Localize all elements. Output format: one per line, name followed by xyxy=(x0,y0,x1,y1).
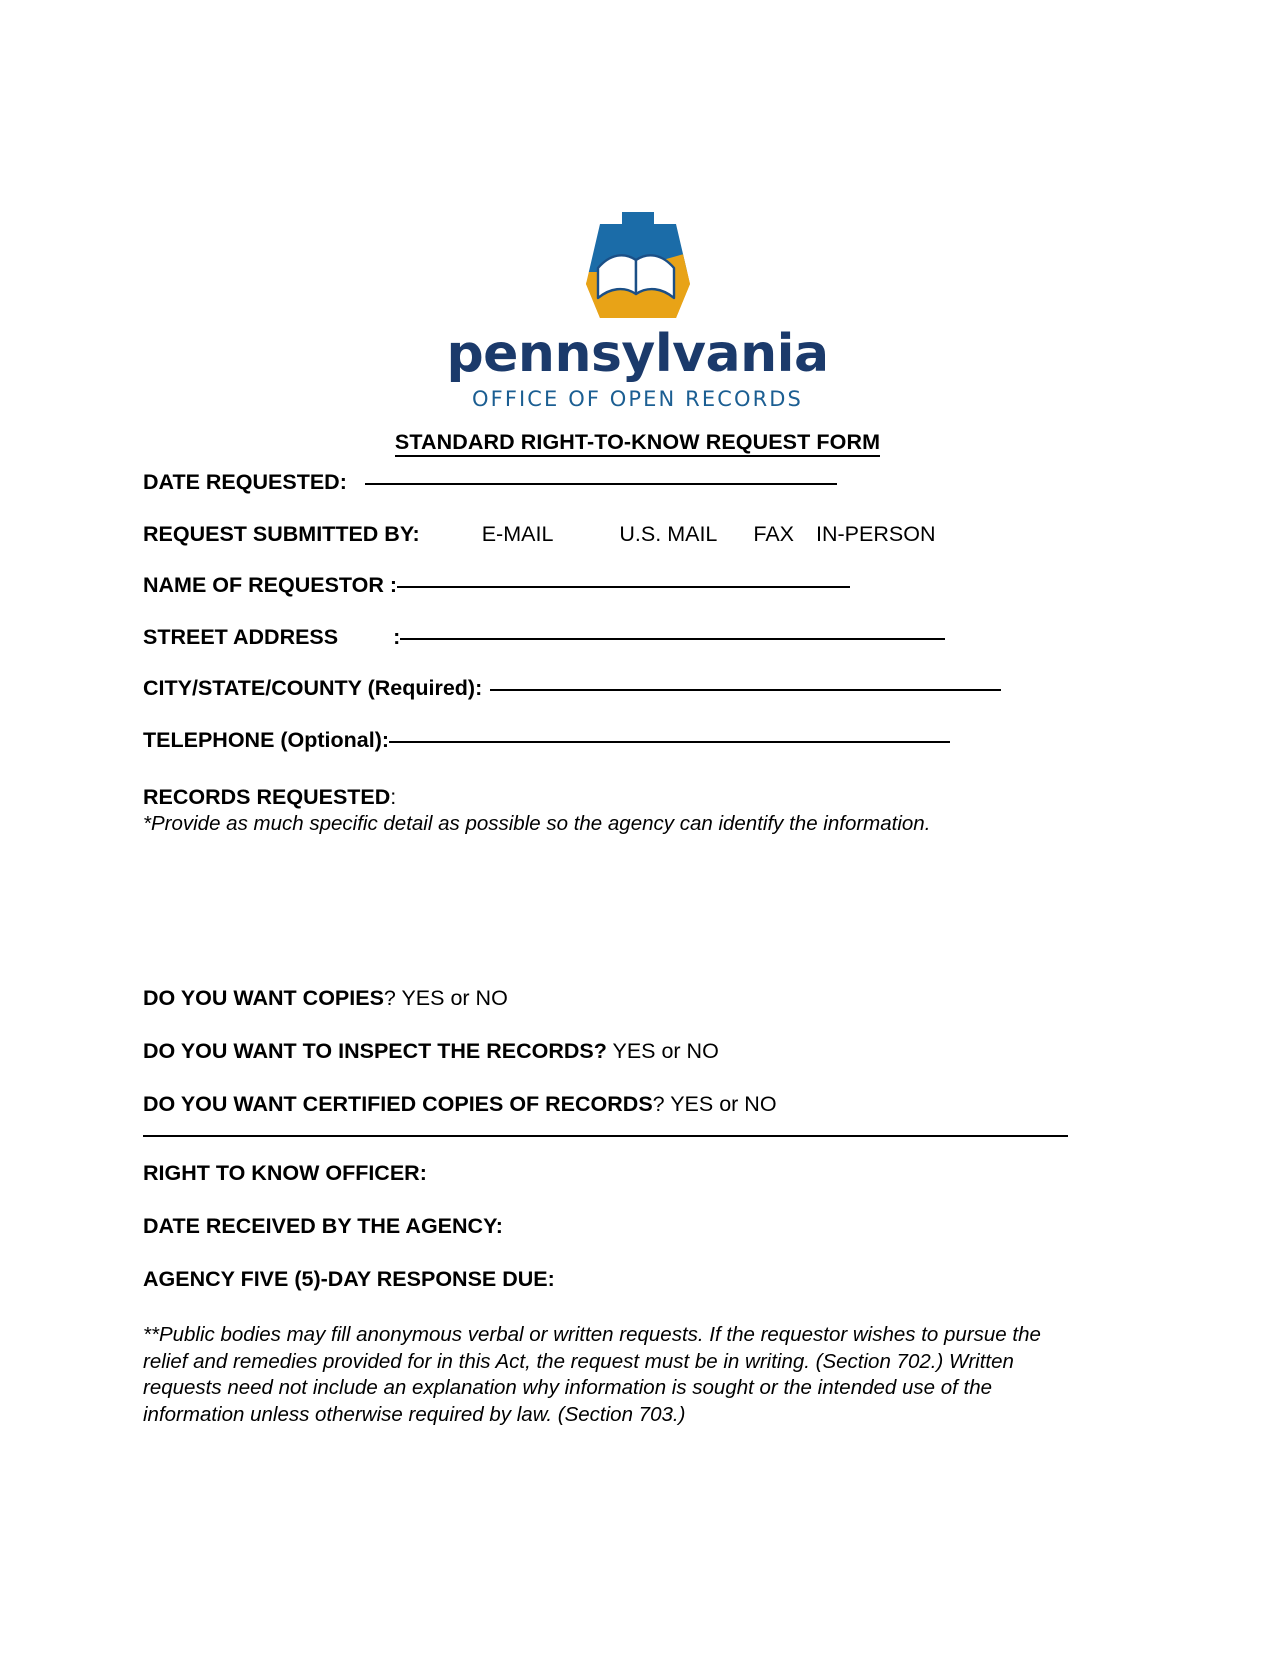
form-body xyxy=(143,472,1068,1429)
date-requested-label: DATE REQUESTED: xyxy=(143,470,347,494)
records-requested-label: RECORDS REQUESTED xyxy=(143,785,391,809)
field-city-state-county xyxy=(143,678,1068,700)
question-inspect xyxy=(143,1039,1068,1064)
submitted-by-label: REQUEST SUBMITTED BY: xyxy=(143,521,420,546)
records-requested-block xyxy=(143,785,1068,836)
street-address-colon: : xyxy=(393,624,401,649)
street-address-input-line[interactable] xyxy=(400,638,945,640)
records-requested-heading xyxy=(143,785,1068,810)
page-title-text: STANDARD RIGHT-TO-KNOW REQUEST FORM xyxy=(395,430,880,457)
city-state-county-input-line[interactable] xyxy=(490,689,1001,691)
field-street-address xyxy=(143,624,1068,649)
street-address-label: STREET ADDRESS xyxy=(143,624,339,649)
question-certified-copies-label: DO YOU WANT CERTIFIED COPIES OF RECORDS xyxy=(143,1092,653,1116)
option-email[interactable]: E-MAIL xyxy=(481,521,554,546)
field-telephone xyxy=(143,727,1068,752)
name-of-requestor-label: NAME OF REQUESTOR : xyxy=(143,573,398,597)
records-requested-note: *Provide as much specific detail as possible so the agency can identify the information. xyxy=(143,812,931,835)
telephone-label: TELEPHONE (Optional): xyxy=(143,727,390,752)
page-title xyxy=(0,430,1275,455)
telephone-input-line[interactable] xyxy=(389,741,950,743)
question-copies-answer[interactable]: ? YES or NO xyxy=(383,986,508,1010)
logo-wordmark: pennsylvania xyxy=(446,324,829,384)
field-date-received-by-agency: DATE RECEIVED BY THE AGENCY: xyxy=(143,1214,503,1238)
question-certified-copies-answer[interactable]: ? YES or NO xyxy=(652,1092,777,1116)
question-copies xyxy=(143,986,1068,1011)
footnote-text: **Public bodies may fill anonymous verbal or written requests. If the requestor wishes to pursue the relief and remedies provided for in this Act, the request must be in writing. (Section 702.) Written requests need not include an explanation why information is sought or the intended use of the information unless otherwise required by law. (Section 703.) xyxy=(143,1323,1041,1426)
question-inspect-label: DO YOU WANT TO INSPECT THE RECORDS? xyxy=(143,1039,607,1063)
records-requested-colon: : xyxy=(390,785,397,809)
question-certified-copies xyxy=(143,1092,1068,1117)
date-requested-input-line[interactable] xyxy=(365,483,837,485)
question-copies-label: DO YOU WANT COPIES xyxy=(143,986,384,1010)
field-name-of-requestor xyxy=(143,575,1068,597)
records-requested-write-area[interactable] xyxy=(143,836,1068,986)
field-agency-response-due: AGENCY FIVE (5)-DAY RESPONSE DUE: xyxy=(143,1267,555,1291)
field-date-requested xyxy=(143,472,1068,494)
city-state-county-label: CITY/STATE/COUNTY (Required): xyxy=(143,676,483,700)
question-inspect-answer[interactable]: YES or NO xyxy=(606,1039,719,1063)
option-us-mail[interactable]: U.S. MAIL xyxy=(619,521,718,546)
name-of-requestor-input-line[interactable] xyxy=(397,586,850,588)
option-fax[interactable]: FAX xyxy=(753,521,795,546)
field-submitted-by xyxy=(143,521,1068,546)
option-in-person[interactable]: IN-PERSON xyxy=(816,521,936,546)
field-right-to-know-officer: RIGHT TO KNOW OFFICER: xyxy=(143,1161,427,1185)
logo-subtitle: OFFICE OF OPEN RECORDS xyxy=(472,387,803,412)
agency-logo xyxy=(0,210,1275,411)
pennsylvania-keystone-open-book-icon xyxy=(578,210,698,322)
